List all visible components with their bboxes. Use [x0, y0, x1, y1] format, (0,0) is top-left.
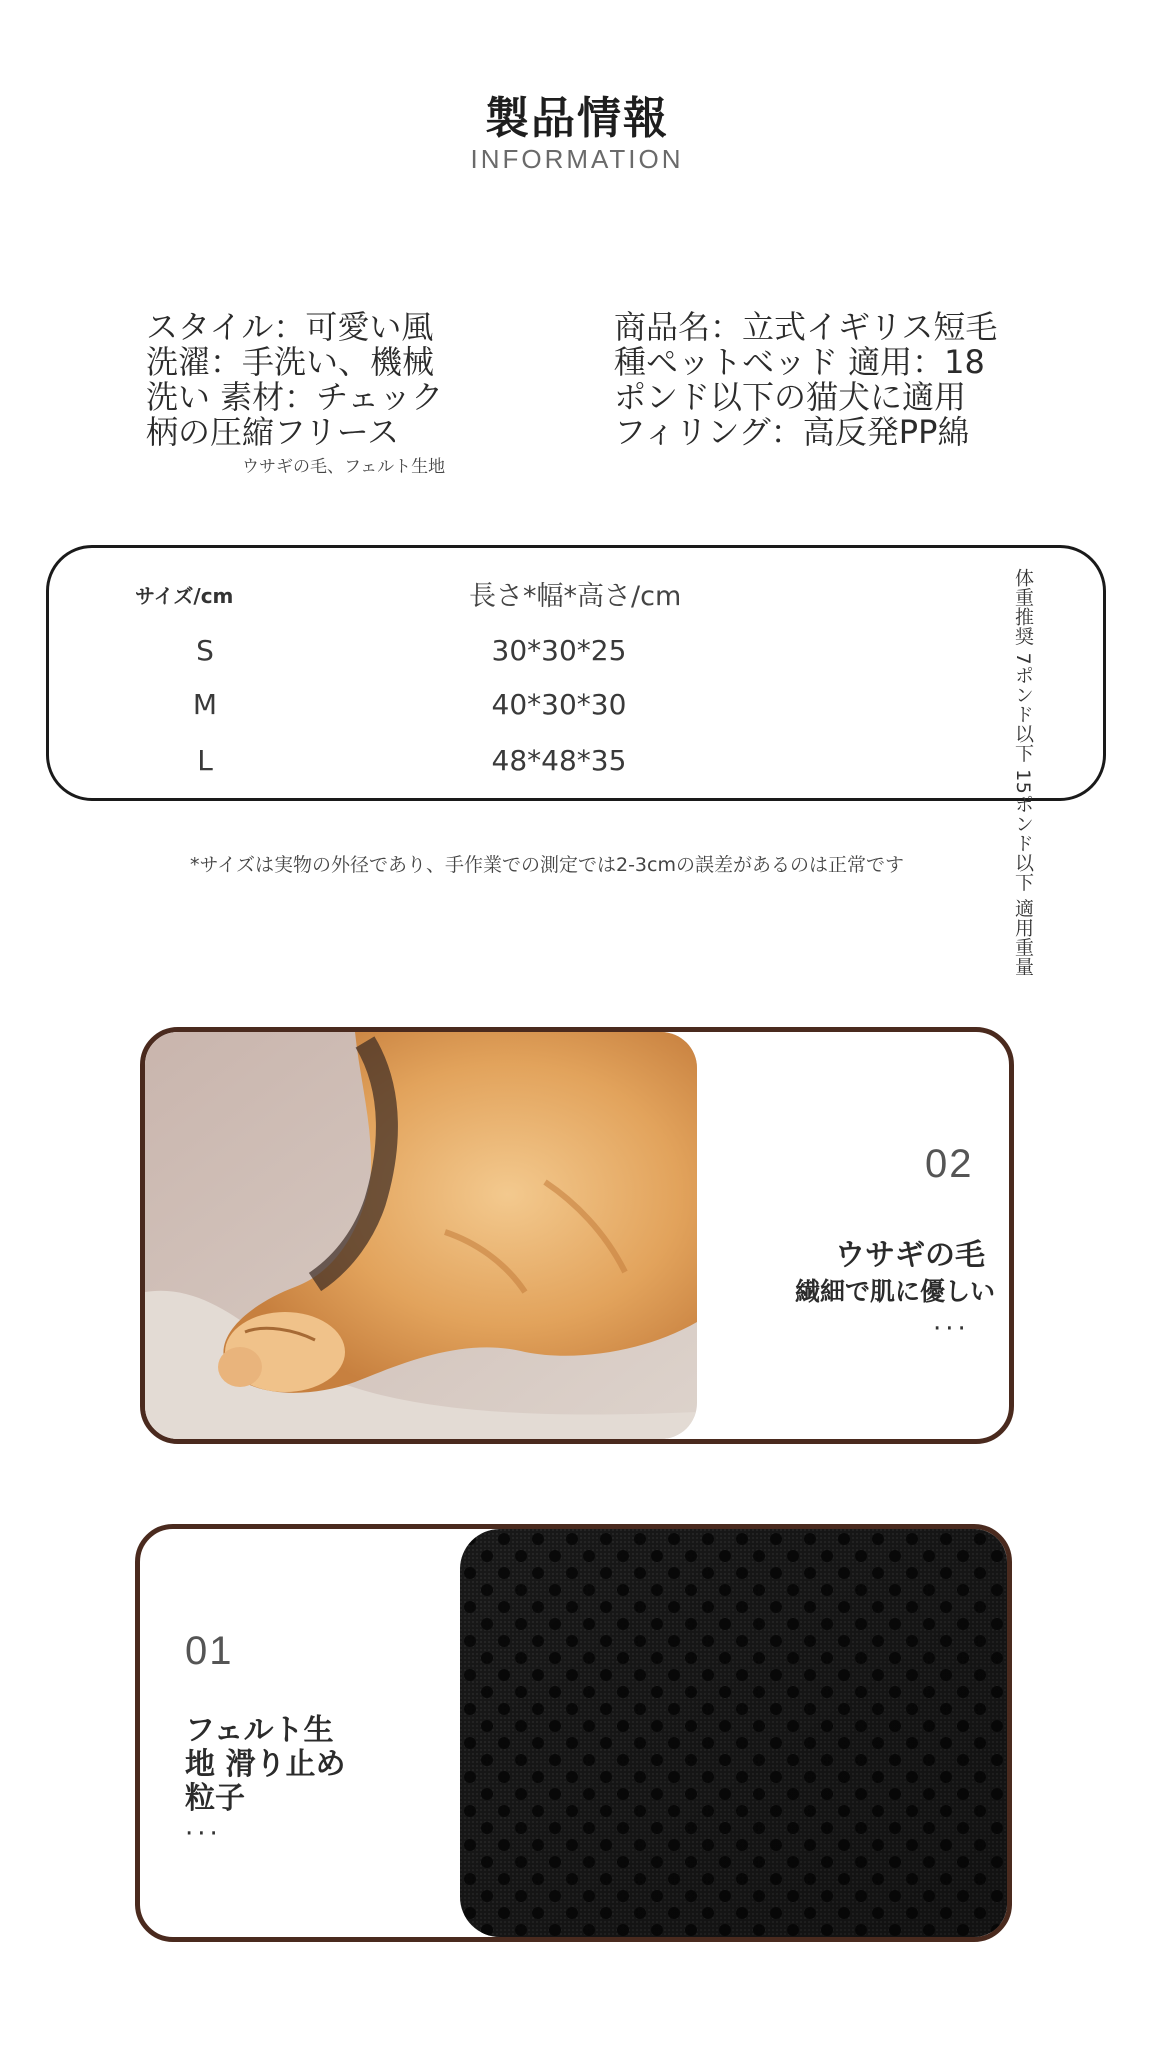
feature-title-line: フェルト生: [185, 1713, 334, 1748]
feature-number: 02: [925, 1142, 974, 1186]
ellipsis: ···: [185, 1819, 222, 1849]
feature-title-line: 粒子: [185, 1781, 245, 1816]
feature-subtitle: 繊細で肌に優しい: [795, 1277, 996, 1306]
dimension-column-header: 長さ*幅*高さ/cm: [469, 581, 682, 612]
info-line: 柄の圧縮フリース: [146, 413, 400, 451]
size-cell: S: [196, 634, 214, 667]
cat-photo: [145, 1032, 697, 1439]
size-note: *サイズは実物の外径であり、手作業での測定では2-3cmの誤差があるのは正常です: [190, 854, 904, 876]
dimension-cell: 40*30*30: [491, 688, 627, 721]
size-cell: M: [192, 688, 218, 721]
info-line: ポンド以下の猫犬に適用: [614, 378, 967, 416]
page-title: 製品情報: [485, 93, 669, 144]
info-right: [614, 310, 997, 450]
feature-title: [185, 1714, 345, 1816]
ellipsis: ···: [933, 1314, 970, 1344]
size-column-header: サイズ/cm: [135, 584, 234, 608]
info-left: [146, 310, 443, 450]
info-material-detail: ウサギの毛、フェルト生地: [242, 457, 446, 477]
feature-card-fur: [140, 1027, 1014, 1444]
info-line: 商品名：立式イギリス短毛: [614, 308, 998, 346]
feature-title-line: 地 滑り止め: [185, 1747, 346, 1782]
size-cell: L: [197, 744, 213, 777]
page-subtitle: INFORMATION: [470, 144, 684, 174]
feature-title: ウサギの毛: [835, 1238, 985, 1273]
info-line: 洗い 素材：チェック: [146, 378, 444, 416]
info-line: 種ペットベッド 適用：18: [614, 343, 985, 381]
feature-card-felt: [135, 1524, 1012, 1942]
dimension-cell: 30*30*25: [491, 634, 627, 667]
weight-recommendation-vertical: 体重推奨 7ポンド以下 15ポンド以下 適用重量: [1012, 568, 1034, 977]
info-line: フィリング：高反発PP綿: [614, 413, 970, 451]
fabric-photo: [460, 1529, 1007, 1937]
info-line: スタイル：可愛い風: [146, 308, 434, 346]
size-table: [46, 545, 1106, 801]
feature-number: 01: [185, 1629, 234, 1673]
dimension-cell: 48*48*35: [491, 744, 627, 777]
info-line: 洗濯：手洗い、機械: [146, 343, 435, 381]
